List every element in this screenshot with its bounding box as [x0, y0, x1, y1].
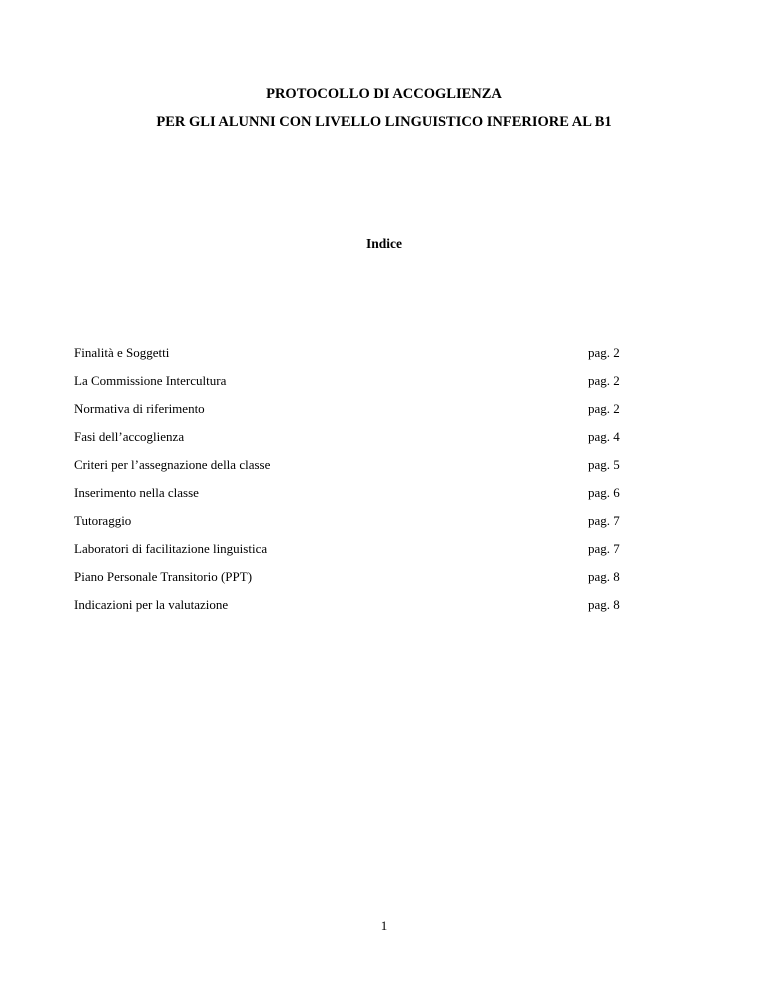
toc-entry-page: pag. 7	[588, 513, 620, 528]
toc-entry	[74, 541, 634, 569]
document-title: PROTOCOLLO DI ACCOGLIENZA	[266, 86, 502, 102]
table-of-contents	[74, 345, 634, 625]
toc-entry-page: pag. 8	[588, 569, 620, 584]
toc-entry-label: Normativa di riferimento	[74, 401, 205, 416]
toc-entry-page: pag. 5	[588, 457, 620, 472]
toc-entry-page: pag. 2	[588, 373, 620, 388]
toc-entry-label: Indicazioni per la valutazione	[74, 597, 229, 612]
toc-entry-label: Laboratori di facilitazione linguistica	[74, 541, 268, 556]
page-number: 1	[380, 918, 388, 933]
toc-entry	[74, 373, 634, 401]
index-heading: Indice	[365, 236, 402, 251]
toc-entry-page: pag. 6	[588, 485, 620, 500]
toc-entry-page: pag. 7	[588, 541, 620, 556]
toc-entry-label: Inserimento nella classe	[74, 485, 199, 500]
toc-entry	[74, 457, 634, 485]
toc-entry	[74, 485, 634, 513]
toc-entry-page: pag. 8	[588, 597, 620, 612]
toc-entry-label: Criteri per l’assegnazione della classe	[74, 457, 271, 472]
toc-entry	[74, 345, 634, 373]
toc-entry-label: La Commissione Intercultura	[74, 373, 227, 388]
toc-entry-page: pag. 4	[588, 429, 620, 444]
toc-entry	[74, 401, 634, 429]
toc-entry-page: pag. 2	[588, 345, 620, 360]
toc-entry	[74, 597, 634, 625]
toc-entry-label: Tutoraggio	[74, 513, 132, 528]
toc-entry-label: Fasi dell’accoglienza	[74, 429, 185, 444]
toc-entry	[74, 429, 634, 457]
toc-entry	[74, 569, 634, 597]
toc-entry-page: pag. 2	[588, 401, 620, 416]
toc-entry-label: Piano Personale Transitorio (PPT)	[74, 569, 253, 584]
document-subtitle: PER GLI ALUNNI CON LIVELLO LINGUISTICO INFERIORE AL B1	[156, 114, 612, 130]
toc-entry	[74, 513, 634, 541]
toc-entry-label: Finalità e Soggetti	[74, 345, 170, 360]
